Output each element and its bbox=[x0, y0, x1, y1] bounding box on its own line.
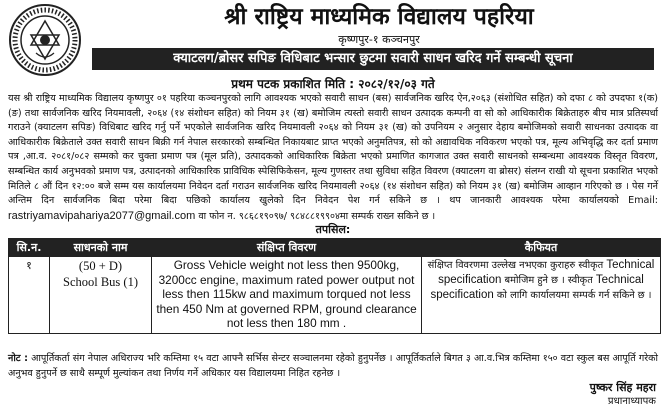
contact-email-link[interactable]: rastriyamavipahariya2077@gmail.com bbox=[8, 209, 196, 222]
note-text: आपूर्तिकर्ता संग नेपाल अधिराज्य भरि कम्तिमा १५ वटा आफ्नै सर्भिस सेन्टर सञ्चालनमा रहेको हुनुपर्नेछ । आपूर्तिकर्ताले बिगत ३ आ.व.भित्र कम्तिमा १५० वटा स्कुल बस आपूर्ति गरेको अनुभव हुनुपर्ने छ साथै सम्पूर्ण मुल्यांकन तथा निर्णय गर्ने अधिकार यस विद्यालयमा निहित रहनेछ । bbox=[8, 353, 658, 379]
school-seal-icon bbox=[8, 3, 82, 77]
school-address: कृष्णपुर-१ कञ्चनपुर bbox=[338, 33, 420, 46]
note-section bbox=[8, 352, 658, 381]
notice-body bbox=[8, 92, 658, 224]
remarks-tech-spec-2: Technical specification bbox=[430, 274, 644, 301]
row-specification: Gross Vehicle weight not less then 9500kg, 3200cc engine, maximum rated power output not less then 115kw and maximum torqued not less then 450 Nm at governed RPM, ground clearance not less then 180 mm . bbox=[152, 257, 422, 334]
school-name: श्री राष्ट्रिय माध्यमिक विद्यालय पहरिया bbox=[224, 3, 534, 30]
table-row bbox=[9, 257, 661, 334]
schedule-title: तपसिल: bbox=[315, 223, 351, 236]
header-remarks: कैफियत bbox=[422, 239, 661, 257]
notice-title-banner: क्याटलग/ब्रोसर सपिङ विधिबाट भन्सार छुटमा सवारी साधन खरिद गर्ने सम्बन्धी सूचना bbox=[92, 48, 654, 70]
note-label: नोट : bbox=[8, 353, 28, 364]
signer-name: पुष्कर सिंह महरा bbox=[589, 381, 656, 394]
row-remarks bbox=[422, 257, 661, 334]
signer-title: प्रधानाध्यापक bbox=[607, 396, 656, 407]
remarks-text-2: बमोजिम हुने छ । स्वीकृत bbox=[504, 275, 593, 286]
vehicle-capacity: (50 + D) bbox=[78, 259, 123, 273]
body-phone-text: वा फोन न. ९८६८१९०९७/ ९८४८८१९९०४मा सम्पर्क राख्न सकिने छ । bbox=[198, 210, 436, 222]
remarks-text-3: को लागि कार्यालयमा सम्पर्क गर्न सकिने छ । bbox=[496, 290, 652, 301]
table-header-row bbox=[9, 239, 661, 257]
row-vehicle-name bbox=[50, 257, 152, 334]
body-paragraph: यस श्री राष्ट्रिय माध्यमिक विद्यालय कृष्णपुर ०१ पहरिया कञ्चनपुरको लागि आवश्यक भएको सवारी साधन (बस) सार्वजनिक खरिद ऐन,२०६३ (संशोधित सहित) को दफा ८ को उपदफा १(क)(ङ) तथा सार्वजनिक खरिद नियमावली, २०६४ (१४ संशोधन सहित) को नियम ३१ (ख) बमोजिम त्यस्तो सवारी साधन उत्पादक कम्पनी वा सो को आधिकारीक बिक्रेताहरु बीच मात्र प्रतिस्पर्धा गराउने (क्याटलग सपिङ) विधिबाट खरिद गर्नु पर्ने भएकोले सार्वजनिक खरिद नियमावली २०६४ को नियम ३१ (ख) को उपनियम २ अनुसार देहाय बमोजिमको सवारी साधनका उत्पादक वा आधिकारीक बिक्रेताले उक्त सवारी साधन बिक्री गर्न नेपाल सरकारको सम्बन्धित निकायबाट प्राप्त भएको अनुमतिपत्र, सो को अद्यावधिक नविकरण भएको पत्र, मूल्य अभिवृद्धि कर दर्ता प्रमाण पत्र ,आ.व. २०८१/०८२ सम्मको कर चुक्ता प्रमाण पत्र (मूल प्रति), उत्पादकको आधिकारिक बिक्रेता भएको प्रमाणित कागजात उक्त सवारी साधनको सम्बन्धमा आवश्यक विस्तृत विवरण, सम्बन्धित कार्य अनुभवको प्रमाण पत्र, उत्पादनको आधिकारिक प्राविधिक स्पेसिफिकेसन, मूल्य गुणस्तर तथा सुविधा सहित विवरण (क्याटलग वा ब्रोसर) संलग्न राखी यो सूचना प्रकाशित भएको मितिले ८ औं दिन १२:०० बजे सम्म यस कार्यालयमा निवेदन दर्ता गराउन सार्वजनिक खरिद नियमावली २०६४ (१४ संशोधन सहित) को नियम ३१ (ख) बमोजिम आव्हान गरिएको छ । पेस गर्ने अन्तिम दिन सार्वजनिक बिदा परेमा बिदा पछिको कार्यालय खुलेको दिन निवेदन पेश गर्न सकिने छ । थप जानकारी आवश्यक परेमा कार्यालयको Email: bbox=[8, 93, 658, 207]
header-vehicle-name: साधनको नाम bbox=[50, 239, 152, 257]
header-brief-description: संक्षिप्त विवरण bbox=[152, 239, 422, 257]
remarks-text-1: संक्षिप्त विवरणमा उल्लेख नभएका कुराहरु स्वीकृत bbox=[427, 260, 604, 271]
publish-date: प्रथम पटक प्रकाशित मिति : २०८२/१२/०३ गते bbox=[231, 77, 435, 91]
row-serial-no: १ bbox=[9, 257, 50, 334]
school-logo bbox=[8, 3, 82, 77]
header-serial-no: सि.न. bbox=[9, 239, 50, 257]
vehicle-type: School Bus (1) bbox=[63, 275, 138, 289]
vehicle-table bbox=[8, 238, 661, 334]
remarks-tech-spec-1: Technical specification bbox=[438, 259, 655, 286]
